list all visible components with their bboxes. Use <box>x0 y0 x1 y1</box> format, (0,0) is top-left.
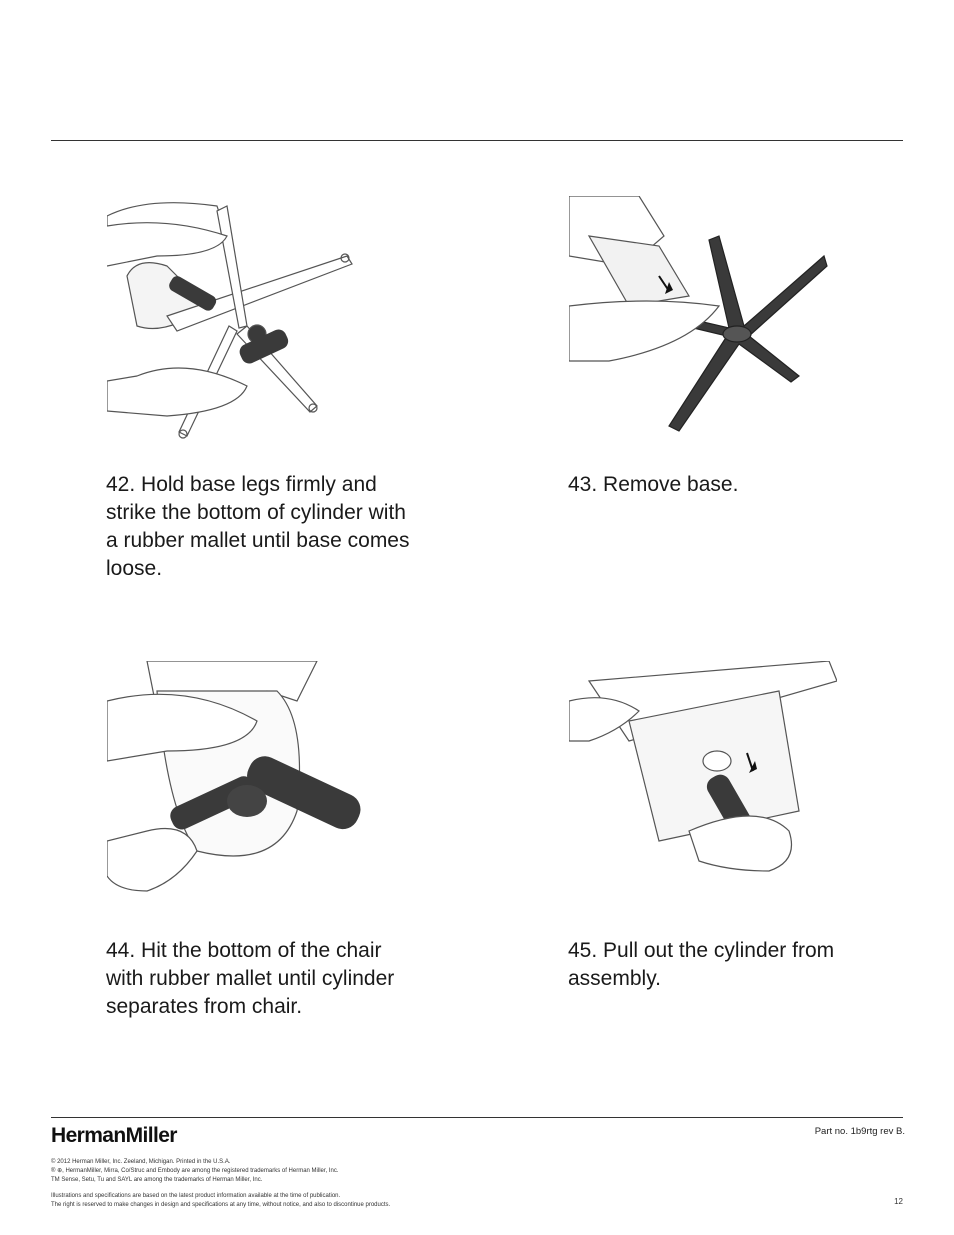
part-number: Part no. 1b9rtg rev B. <box>814 1126 905 1137</box>
step-45-caption: 45. Pull out the cylinder from assembly. <box>568 939 835 990</box>
step-43-caption: 43. Remove base. <box>568 473 739 496</box>
legal-line: TM Sense, Setu, Tu and SAYL are among the trademarks of Herman Miller, Inc. <box>51 1177 263 1183</box>
legal-line: ® ⊕, HermanMiller, Mirra, Co/Struc and Embody are among the registered trademarks of Herman Miller, Inc. <box>51 1168 339 1174</box>
step-44-illustration <box>107 661 375 923</box>
header-divider <box>51 140 903 141</box>
step-42-caption: 42. Hold base legs firmly and strike the bottom of cylinder with a rubber mallet until base comes loose. <box>106 473 410 580</box>
legal-notice <box>51 1158 339 1185</box>
disclaimer <box>51 1192 390 1210</box>
legal-line: © 2012 Herman Miller, Inc. Zeeland, Michigan. Printed in the U.S.A. <box>51 1159 231 1165</box>
step-44-caption: 44. Hit the bottom of the chair with rubber mallet until cylinder separates from chair. <box>106 939 395 1018</box>
step-42-illustration <box>107 196 375 458</box>
step-45-illustration <box>569 661 837 923</box>
footer-divider <box>51 1117 903 1118</box>
page-number: 12 <box>894 1197 903 1206</box>
disclaimer-line: Illustrations and specifications are based on the latest product information available at the time of publication. <box>51 1193 341 1199</box>
step-43-illustration <box>569 196 837 458</box>
herman-miller-logo: HermanMiller <box>51 1124 177 1147</box>
disclaimer-line: The right is reserved to make changes in design and specifications at any time, without notice, and also to discontinue products. <box>51 1202 391 1208</box>
